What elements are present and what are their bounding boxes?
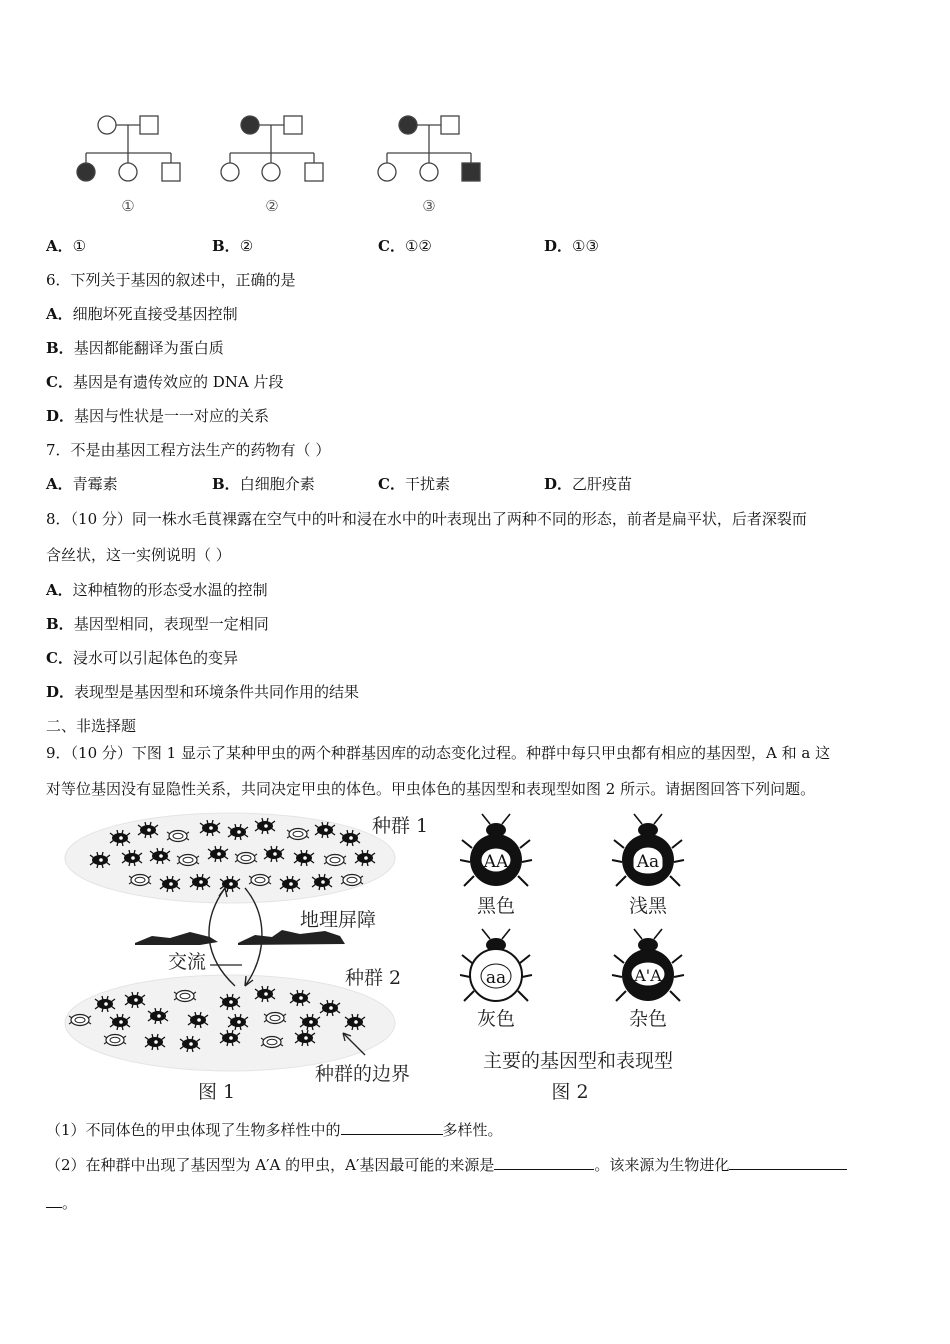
svg-text:灰色: 灰色 bbox=[476, 1008, 516, 1030]
q7-option-b[interactable]: B．白细胞介素 bbox=[212, 475, 315, 493]
pedigree-label-3: ③ bbox=[422, 197, 436, 215]
pedigree-label-2: ② bbox=[265, 197, 279, 215]
q7-option-c[interactable]: C．干扰素 bbox=[378, 475, 450, 493]
svg-text:aa: aa bbox=[485, 968, 507, 988]
svg-text:Aa: Aa bbox=[636, 852, 660, 872]
q6-option-b[interactable]: B．基因都能翻译为蛋白质 bbox=[46, 339, 224, 357]
beetle-aa-black bbox=[460, 814, 532, 917]
q8-option-c[interactable]: C．浸水可以引起体色的变异 bbox=[46, 649, 238, 667]
pedigree-3 bbox=[378, 116, 480, 181]
svg-text:黑色: 黑色 bbox=[476, 895, 516, 917]
beetle-aa-grey bbox=[460, 929, 532, 1030]
boundary-label: 种群的边界 bbox=[315, 1063, 411, 1085]
q9-sub1: （1）不同体色的甲虫体现了生物多样性中的 多样性。 bbox=[46, 1121, 503, 1139]
q7-stem: 7．不是由基因工程方法生产的药物有（ ） bbox=[46, 441, 331, 459]
q6-option-d[interactable]: D．基因与性状是一一对应的关系 bbox=[46, 407, 270, 425]
q6-option-c[interactable]: C．基因是有遗传效应的 DNA 片段 bbox=[46, 373, 284, 391]
barrier-label: 地理屏障 bbox=[300, 909, 377, 931]
svg-text:浅黑: 浅黑 bbox=[628, 895, 668, 917]
q5-option-a[interactable]: A．① bbox=[46, 237, 87, 255]
q5-option-b[interactable]: B．② bbox=[212, 237, 254, 255]
beetle-aa-light-black bbox=[612, 814, 684, 917]
q8-option-a[interactable]: A．这种植物的形态受水温的控制 bbox=[46, 581, 268, 599]
q9-stem-line2: 对等位基因没有显隐性关系，共同决定甲虫的体色。甲虫体色的基因型和表现型如图 2 所示。请据图回答下列问题。 bbox=[46, 780, 816, 798]
q9-stem-line1: 9．（10 分）下图 1 显示了某种甲虫的两个种群基因库的动态变化过程。种群中每只甲虫都有相应的基因型，A 和 a 这 bbox=[46, 744, 831, 762]
q7-option-a[interactable]: A．青霉素 bbox=[46, 475, 118, 493]
population-1-area bbox=[65, 813, 395, 903]
q7-options bbox=[46, 474, 632, 494]
answer-blank-2[interactable] bbox=[494, 1155, 594, 1170]
svg-text:AA: AA bbox=[483, 852, 509, 872]
section-title: 二、非选择题 bbox=[46, 717, 137, 735]
q5-option-c[interactable]: C．①② bbox=[378, 237, 432, 255]
figure-1 bbox=[60, 808, 460, 1108]
exchange-label: 交流 bbox=[168, 951, 207, 973]
q9-sub2: （2）在种群中出现了基因型为 A′A 的甲虫，A′基因最可能的来源是 。该来源为生物进化 bbox=[46, 1155, 847, 1175]
figure-1-caption: 图 1 bbox=[198, 1081, 236, 1103]
svg-text:杂色: 杂色 bbox=[628, 1008, 668, 1030]
figure-2-subtitle: 主要的基因型和表现型 bbox=[482, 1050, 674, 1072]
population-2-label: 种群 2 bbox=[345, 967, 402, 989]
q8-option-d[interactable]: D．表现型是基因型和环境条件共同作用的结果 bbox=[46, 683, 360, 701]
pedigree-label-1: ① bbox=[121, 197, 135, 215]
barrier-right-icon bbox=[238, 930, 345, 945]
answer-blank-3[interactable] bbox=[729, 1155, 847, 1170]
q8-option-b[interactable]: B．基因型相同，表现型一定相同 bbox=[46, 615, 269, 633]
q5-options bbox=[46, 236, 599, 256]
q5-option-d[interactable]: D．①③ bbox=[544, 237, 599, 255]
figure-2 bbox=[460, 808, 710, 1108]
pedigree-2 bbox=[221, 116, 323, 181]
q8-stem-line1: 8．（10 分）同一株水毛茛裸露在空气中的叶和浸在水中的叶表现出了两种不同的形态，前者是扁平状，后者深裂而 bbox=[46, 510, 807, 528]
barrier-left-icon bbox=[135, 932, 218, 945]
pedigree-1 bbox=[77, 116, 180, 181]
population-1-label: 种群 1 bbox=[372, 815, 429, 837]
answer-blank-3-cont[interactable] bbox=[46, 1193, 62, 1208]
q6-option-a[interactable]: A．细胞坏死直接受基因控制 bbox=[46, 305, 238, 323]
q8-stem-line2: 含丝状，这一实例说明（ ） bbox=[46, 546, 231, 564]
figure-2-caption: 图 2 bbox=[551, 1081, 589, 1103]
svg-text:A'A: A'A bbox=[634, 966, 662, 985]
q9-sub2-cont: 。 bbox=[46, 1193, 77, 1213]
pedigree-figure bbox=[60, 105, 500, 220]
q7-option-d[interactable]: D．乙肝疫苗 bbox=[544, 475, 633, 493]
answer-blank-1[interactable] bbox=[341, 1120, 443, 1135]
beetle-a-prime-a-mixed bbox=[612, 929, 684, 1030]
q6-stem: 6．下列关于基因的叙述中，正确的是 bbox=[46, 271, 296, 289]
